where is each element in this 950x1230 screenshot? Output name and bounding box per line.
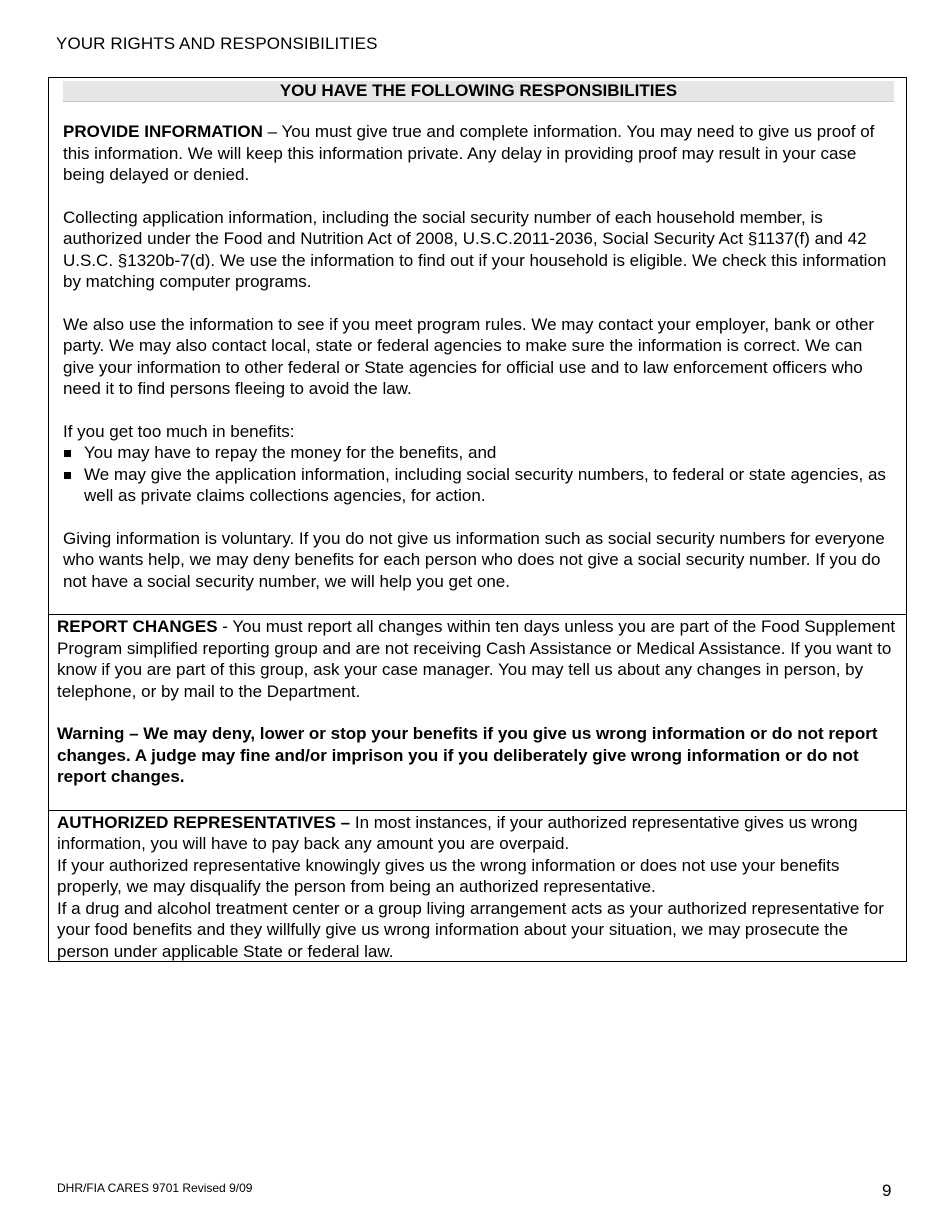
authorized-representatives-paragraph (57, 812, 898, 855)
report-changes-label: REPORT CHANGES (57, 617, 218, 636)
information-use-paragraph: We also use the information to see if you meet program rules. We may contact your employer, bank or other party. We may also contact local, state or federal agencies to make sure the information is correct. We can give your information to other federal or State agencies for official use and to law enforcement officers who need it to find persons fleeing to avoid the law. (63, 314, 875, 398)
table-heading: YOU HAVE THE FOLLOWING RESPONSIBILITIES (63, 81, 894, 102)
report-changes-paragraph (57, 616, 898, 702)
collecting-information-paragraph: Collecting application information, including the social security number of each household member, is authorized under the Food and Nutrition Act of 2008, U.S.C.2011-2036, Social Security Act §1137(f) and 42 U.S.C. §1320b-7(d). We use the information to find out if your household is eligible. We check this information by matching computer programs. (63, 207, 887, 291)
report-changes-section (49, 615, 906, 811)
page-header: YOUR RIGHTS AND RESPONSIBILITIES (56, 34, 378, 53)
warning-paragraph: Warning – We may deny, lower or stop your benefits if you give us wrong information or do not report changes. A judge may fine and/or imprison you if you deliberately give wrong information or do not report changes. (57, 724, 878, 786)
page-number: 9 (882, 1181, 892, 1200)
authorized-representatives-text: In most instances, if your authorized representative gives us wrong information, you will have to pay back any amount you are overpaid. (57, 812, 858, 853)
prosecute-paragraph: If a drug and alcohol treatment center or a group living arrangement acts as your authorized representative for your food benefits and they willfully give us wrong information about your situation, we may prosecute the person under applicable State or federal law. (57, 898, 884, 961)
list-item-text: You may have to repay the money for the benefits, and (84, 443, 497, 462)
list-item (63, 464, 894, 507)
provide-information-section (49, 81, 906, 615)
disqualify-paragraph: If your authorized representative knowingly gives us the wrong information or does not use your benefits properly, we may disqualify the person from being an authorized representative. (57, 855, 840, 896)
list-item-text: We may give the application information, including social security numbers, to federal or state agencies, as well as private claims collections agencies, for action. (84, 464, 886, 505)
form-code: DHR/FIA CARES 9701 Revised 9/09 (57, 1181, 253, 1195)
list-item (63, 442, 894, 464)
square-bullet-icon (64, 450, 71, 457)
provide-information-label: PROVIDE INFORMATION (63, 122, 263, 141)
voluntary-paragraph: Giving information is voluntary. If you do not give us information such as social security numbers for everyone who wants help, we may deny benefits for each person who does not give a social security number. If you do not have a social security number, we will help you get one. (63, 528, 885, 591)
authorized-representatives-section (49, 811, 906, 961)
too-much-benefits-intro: If you get too much in benefits: (63, 421, 295, 441)
provide-information-text: – You must give true and complete information. You may need to give us proof of this information. We will keep this information private. Any delay in providing proof may result in your case being delayed or denied. (63, 122, 875, 184)
square-bullet-icon (64, 472, 71, 479)
too-much-benefits-list (63, 442, 894, 507)
report-changes-text: - You must report all changes within ten days unless you are part of the Food Supplement Program simplified reporting group and are not receiving Cash Assistance or Medical Assistance. If you want to know if you are part of this group, ask your case manager. You may tell us about any changes in person, by telephone, or by mail to the Department. (57, 617, 896, 701)
authorized-representatives-label: AUTHORIZED REPRESENTATIVES – (57, 812, 351, 832)
provide-information-paragraph (63, 121, 894, 186)
responsibilities-table (48, 77, 907, 962)
